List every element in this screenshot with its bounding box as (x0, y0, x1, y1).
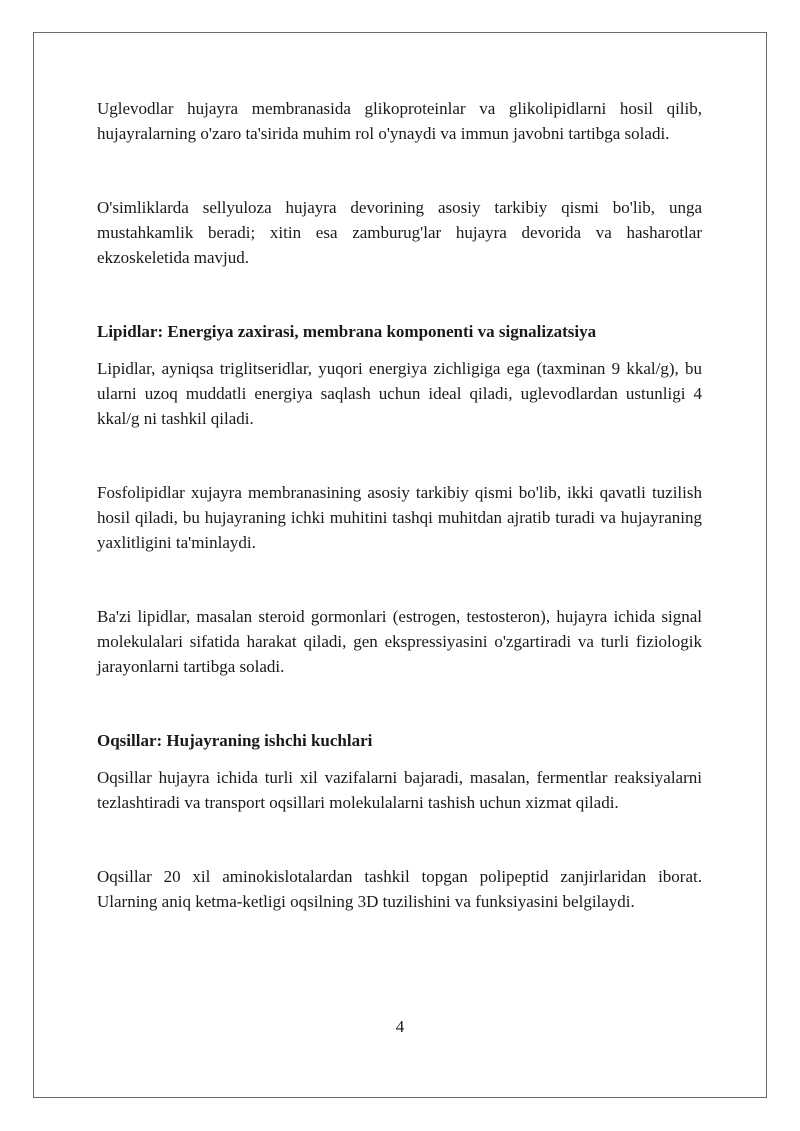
paragraph-proteins-functions: Oqsillar hujayra ichida turli xil vazifalarni bajaradi, masalan, fermentlar reaksiyalarni tezlashtiradi va transport oqsillari molekulalarni tashish uchun xizmat qiladi. (97, 768, 702, 812)
paragraph-lipids-energy: Lipidlar, ayniqsa triglitseridlar, yuqori energiya zichligiga ega (taxminan 9 kkal/g), bu ularni uzoq muddatli energiya saqlash uchun ideal qiladi, uglevodlardan ustunligi 4 kkal/g ni tashkil qiladi. (97, 359, 702, 428)
paragraph-steroid-hormones: Ba'zi lipidlar, masalan steroid gormonlari (estrogen, testosteron), hujayra ichida signal molekulalari sifatida harakat qiladi, gen ekspressiyasini o'zgartiradi va turli fiziologik jarayonlarni tartibga soladi. (97, 607, 702, 676)
paragraph-phospholipids: Fosfolipidlar xujayra membranasining asosiy tarkibiy qismi bo'lib, ikki qavatli tuzilish hosil qiladi, bu hujayraning ichki muhitini tashqi muhitdan ajratib turadi va hujayraning yaxlitligini ta'minlaydi. (97, 483, 702, 552)
paragraph-proteins-aminoacids: Oqsillar 20 xil aminokislotalardan tashkil topgan polipeptid zanjirlaridan iborat. Ularning aniq ketma-ketligi oqsilning 3D tuzilishini va funksiyasini belgilaydi. (97, 867, 702, 911)
heading-lipids: Lipidlar: Energiya zaxirasi, membrana komponenti va signalizatsiya (97, 322, 597, 341)
page-number: 4 (395, 1017, 405, 1036)
heading-proteins: Oqsillar: Hujayraning ishchi kuchlari (97, 731, 373, 750)
document-body (97, 96, 702, 914)
paragraph-carbohydrates-membrane: Uglevodlar hujayra membranasida glikoproteinlar va glikolipidlarni hosil qilib, hujayralarning o'zaro ta'sirida muhim rol o'ynaydi va immun javobni tartibga soladi. (97, 99, 702, 143)
paragraph-cellulose-chitin: O'simliklarda sellyuloza hujayra devorining asosiy tarkibiy qismi bo'lib, unga mustahkamlik beradi; xitin esa zamburug'lar hujayra devorida va hasharotlar ekzoskeletida mavjud. (97, 198, 702, 267)
